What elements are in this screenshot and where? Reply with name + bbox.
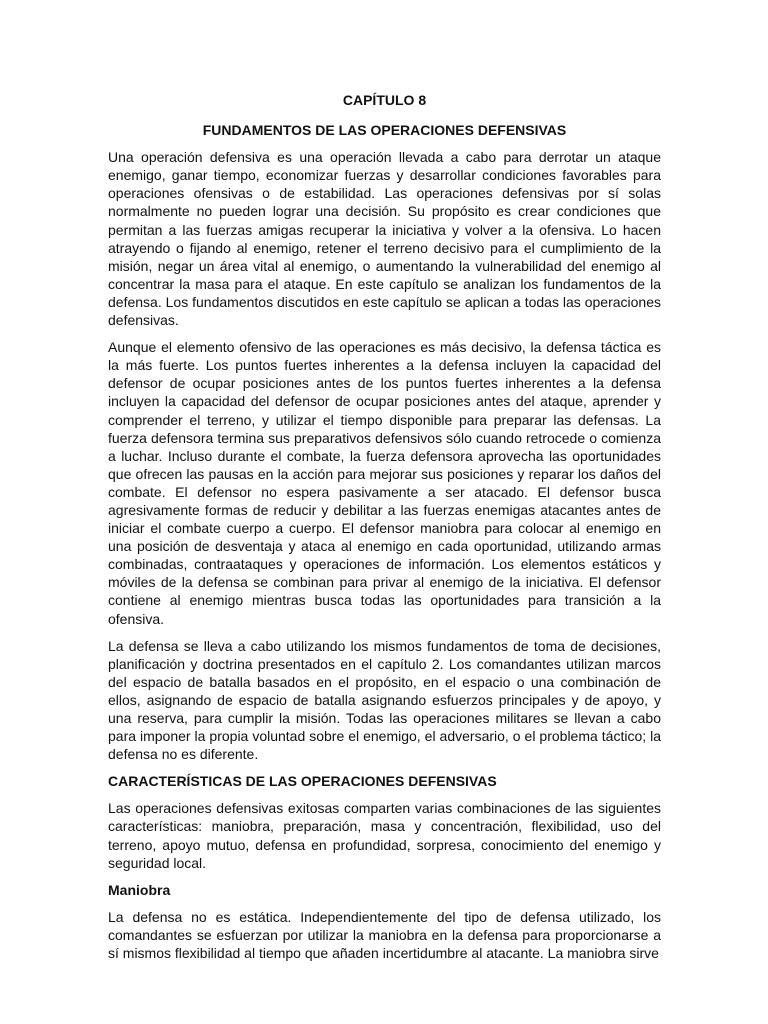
- subsection-heading: Maniobra: [108, 881, 171, 898]
- chapter-label: CAPÍTULO 8: [342, 92, 427, 108]
- document-page: [108, 91, 661, 971]
- paragraph-defense-strength: Aunque el elemento ofensivo de las operaciones es más decisivo, la defensa táctica es la más fuerte. Los puntos fuertes inherentes a la defensa incluyen la capacidad del defensor de ocupar posiciones antes de los puntos fuertes inherentes a la defensa incluyen la capacidad del defensor de ocupar posiciones antes del ataque, aprender y comprender el terreno, y utilizar el tiempo disponible para preparar las defensas. La fuerza defensora termina sus preparativos defensivos sólo cuando retrocede o comienza a luchar. Incluso durante el combate, la fuerza defensora aprovecha las oportunidades que ofrecen las pausas en la acción para mejorar sus posiciones y reparar los daños del combate. El defensor no espera pasivamente a ser atacado. El defensor busca agresivamente formas de reducir y debilitar a las fuerzas enemigas atacantes antes de iniciar el combate cuerpo a cuerpo. El defensor maniobra para colocar al enemigo en una posición de desventaja y ataca al enemigo en cada oportunidad, utilizando armas combinadas, contraataques y operaciones de información. Los elementos estáticos y móviles de la defensa se combinan para privar al enemigo de la iniciativa. El defensor contiene al enemigo mientras busca todas las oportunidades para transición a la ofensiva.: [108, 339, 661, 627]
- paragraph-fundamentals: La defensa se lleva a cabo utilizando los mismos fundamentos de toma de decisiones, planificación y doctrina presentados en el capítulo 2. Los comandantes utilizan marcos del espacio de batalla basados en el propósito, en el espacio o una combinación de ellos, asignando de espacio de batalla asignando esfuerzos principales y de apoyo, y una reserva, para cumplir la misión. Todas las operaciones militares se llevan a cabo para imponer la propia voluntad sobre el enemigo, el adversario, o el problema táctico; la defensa no es diferente.: [108, 637, 661, 763]
- chapter-title: FUNDAMENTOS DE LAS OPERACIONES DEFENSIVAS: [202, 122, 567, 139]
- paragraph-characteristics: Las operaciones defensivas exitosas comparten varias combinaciones de las siguientes características: maniobra, preparación, masa y concentración, flexibilidad, uso del terreno, apoyo mutuo, defensa en profundidad, sorpresa, conocimiento del enemigo y seguridad local.: [108, 800, 661, 871]
- paragraph-intro: Una operación defensiva es una operación llevada a cabo para derrotar un ataque enemigo, ganar tiempo, economizar fuerzas y desarrollar condiciones favorables para operaciones ofensivas o de estabilidad. Las operaciones defensivas por sí solas normalmente no pueden lograr una decisión. Su propósito es crear condiciones que permitan a las fuerzas amigas recuperar la iniciativa y volver a la ofensiva. Lo hacen atrayendo o fijando al enemigo, retener el terreno decisivo para el cumplimiento de la misión, negar un área vital al enemigo, o aumentando la vulnerabilidad del enemigo al concentrar la masa para el ataque. En este capítulo se analizan los fundamentos de la defensa. Los fundamentos discutidos en este capítulo se aplican a todas las operaciones defensivas.: [108, 149, 661, 329]
- paragraph-maneuver: La defensa no es estática. Independientemente del tipo de defensa utilizado, los comandantes se esfuerzan por utilizar la maniobra en la defensa para proporcionarse a sí mismos flexibilidad al tiempo que añaden incertidumbre al atacante. La maniobra sirve: [108, 908, 661, 962]
- section-heading: CARACTERÍSTICAS DE LAS OPERACIONES DEFENSIVAS: [108, 773, 497, 790]
